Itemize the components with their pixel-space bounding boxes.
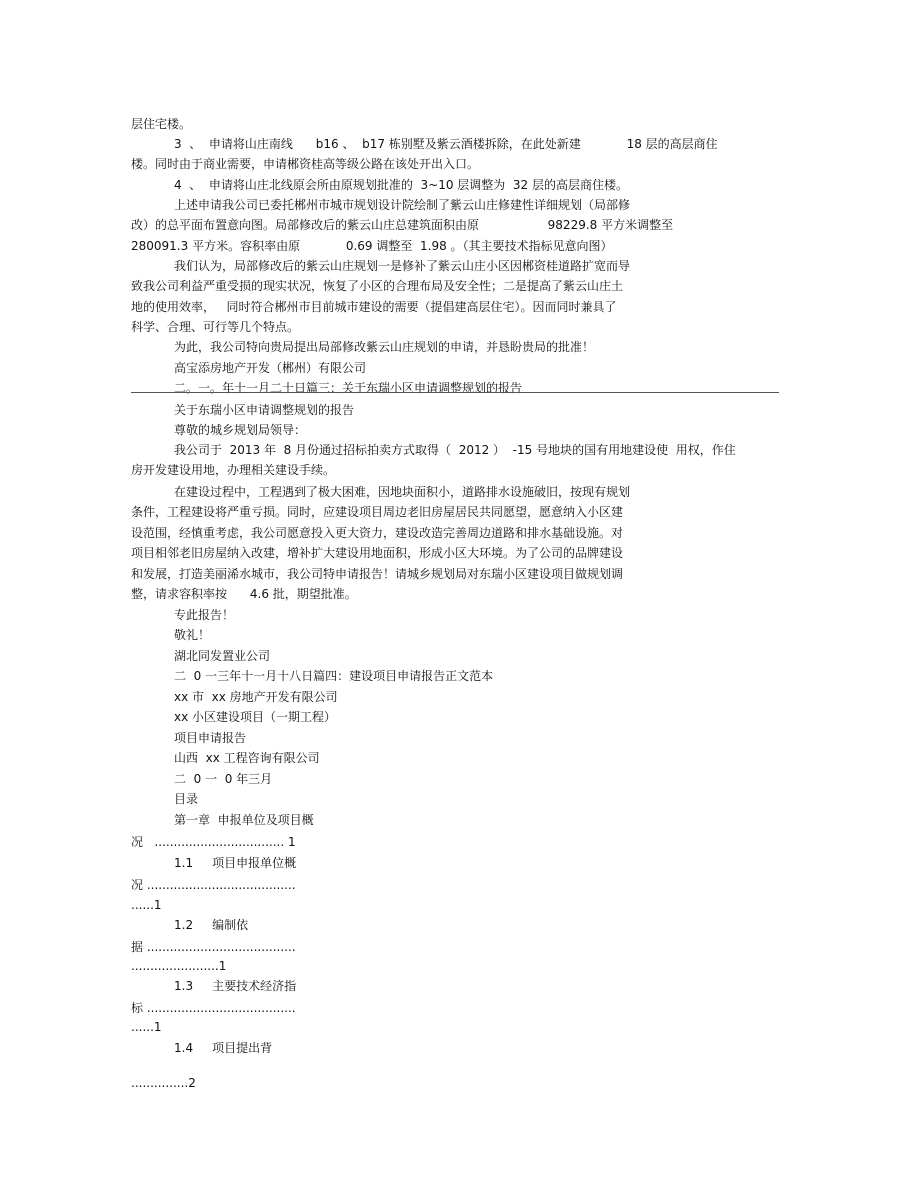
text-line: 我公司于 2013 年 8 月份通过招标拍卖方式取得（ 2012 ） -15 号地块的国有用地建设使 用权，作住 bbox=[174, 443, 736, 457]
text-line: 专此报告！ bbox=[174, 608, 235, 622]
text-line: 项目相邻老旧房屋纳入改建，增补扩大建设用地面积，形成小区大环境。为了公司的品牌建设 bbox=[131, 546, 624, 560]
text-line: 二。一。年十一月二十日篇三：关于东瑞小区申请调整规划的报告 bbox=[174, 381, 523, 395]
toc-entry: 况 .................................. 1 bbox=[131, 835, 296, 849]
text-line: 项目申请报告 bbox=[174, 731, 247, 745]
text-line: xx 小区建设项目（一期工程） bbox=[174, 710, 337, 724]
text-line: 山西 xx 工程咨询有限公司 bbox=[174, 751, 320, 765]
toc-entry: 第一章 申报单位及项目概 bbox=[174, 813, 314, 827]
text-line: 湖北同发置业公司 bbox=[174, 649, 271, 663]
text-line: 改）的总平面布置意向图。局部修改后的紫云山庄总建筑面积由原 98229.8 平方米调整至 bbox=[131, 218, 674, 232]
text-line: 致我公司利益严重受损的现实状况，恢复了小区的合理布局及安全性；二是提高了紫云山庄土 bbox=[131, 279, 624, 293]
text-line: 为此，我公司特向贵局提出局部修改紫云山庄规划的申请，并恳盼贵局的批准！ bbox=[174, 340, 595, 354]
toc-entry: .......................1 bbox=[131, 959, 227, 973]
text-line: 层住宅楼。 bbox=[131, 117, 192, 131]
toc-entry: 1.3 主要技术经济指 bbox=[174, 979, 297, 993]
text-line: 二 0 一三年十一月十八日篇四：建设项目申请报告正文范本 bbox=[174, 669, 494, 683]
text-line: 在建设过程中，工程遇到了极大困难，因地块面积小，道路排水设施破旧，按现有规划 bbox=[174, 485, 631, 499]
toc-entry: ......1 bbox=[131, 898, 162, 912]
text-line: 3 、 申请将山庄南线 b16 、 b17 栋别墅及紫云酒楼拆除，在此处新建 18 层的高层商住 bbox=[174, 137, 718, 151]
text-line: 尊敬的城乡规划局领导： bbox=[174, 423, 307, 437]
text-line: xx 市 xx 房地产开发有限公司 bbox=[174, 690, 338, 704]
toc-entry: 1.2 编制依 bbox=[174, 918, 249, 932]
text-line: 目录 bbox=[174, 792, 199, 806]
text-line: 设范围，经慎重考虑，我公司愿意投入更大资力，建设改造完善周边道路和排水基础设施。对 bbox=[131, 526, 624, 540]
text-line: 和发展，打造美丽浠水城市，我公司特申请报告！请城乡规划局对东瑞小区建设项目做规划调 bbox=[131, 567, 624, 581]
text-line: 敬礼！ bbox=[174, 628, 211, 642]
text-line: 科学、合理、可行等几个特点。 bbox=[131, 320, 300, 334]
toc-entry: ...............2 bbox=[131, 1076, 196, 1090]
toc-entry: 据 ....................................... bbox=[131, 940, 296, 954]
text-line: 高宝添房地产开发（郴州）有限公司 bbox=[174, 361, 367, 375]
text-line: 关于东瑞小区申请调整规划的报告 bbox=[174, 403, 355, 417]
toc-entry: 况 ....................................... bbox=[131, 878, 296, 892]
text-line: 二 0 一 0 年三月 bbox=[174, 772, 273, 786]
text-line: 房开发建设用地，办理相关建设手续。 bbox=[131, 463, 336, 477]
text-line: 4 、 申请将山庄北线原会所由原规划批准的 3~10 层调整为 32 层的高层商住楼。 bbox=[174, 178, 629, 192]
text-line: 条件，工程建设将严重亏损。同时，应建设项目周边老旧房屋居民共同愿望，愿意纳入小区建 bbox=[131, 505, 624, 519]
text-line: 整，请求容积率按 4.6 批，期望批准。 bbox=[131, 587, 357, 601]
toc-entry: 1.4 项目提出背 bbox=[174, 1041, 273, 1055]
section-divider bbox=[131, 392, 779, 393]
toc-entry: ......1 bbox=[131, 1020, 162, 1034]
text-line: 楼。同时由于商业需要，申请郴资桂高等级公路在该处开出入口。 bbox=[131, 157, 480, 171]
text-line: 上述申请我公司已委托郴州市城市规划设计院绘制了紫云山庄修建性详细规划（局部修 bbox=[174, 198, 631, 212]
text-line: 280091.3 平方米。容积率由原 0.69 调整至 1.98 。（其主要技术指标见意向图） bbox=[131, 239, 613, 253]
toc-entry: 标 ....................................... bbox=[131, 1001, 296, 1015]
toc-entry: 1.1 项目申报单位概 bbox=[174, 856, 297, 870]
text-line: 地的使用效率， 同时符合郴州市目前城市建设的需要（提倡建高层住宅）。因而同时兼具了 bbox=[131, 300, 617, 314]
text-line: 我们认为，局部修改后的紫云山庄规划一是修补了紫云山庄小区因郴资桂道路扩宽而导 bbox=[174, 259, 631, 273]
